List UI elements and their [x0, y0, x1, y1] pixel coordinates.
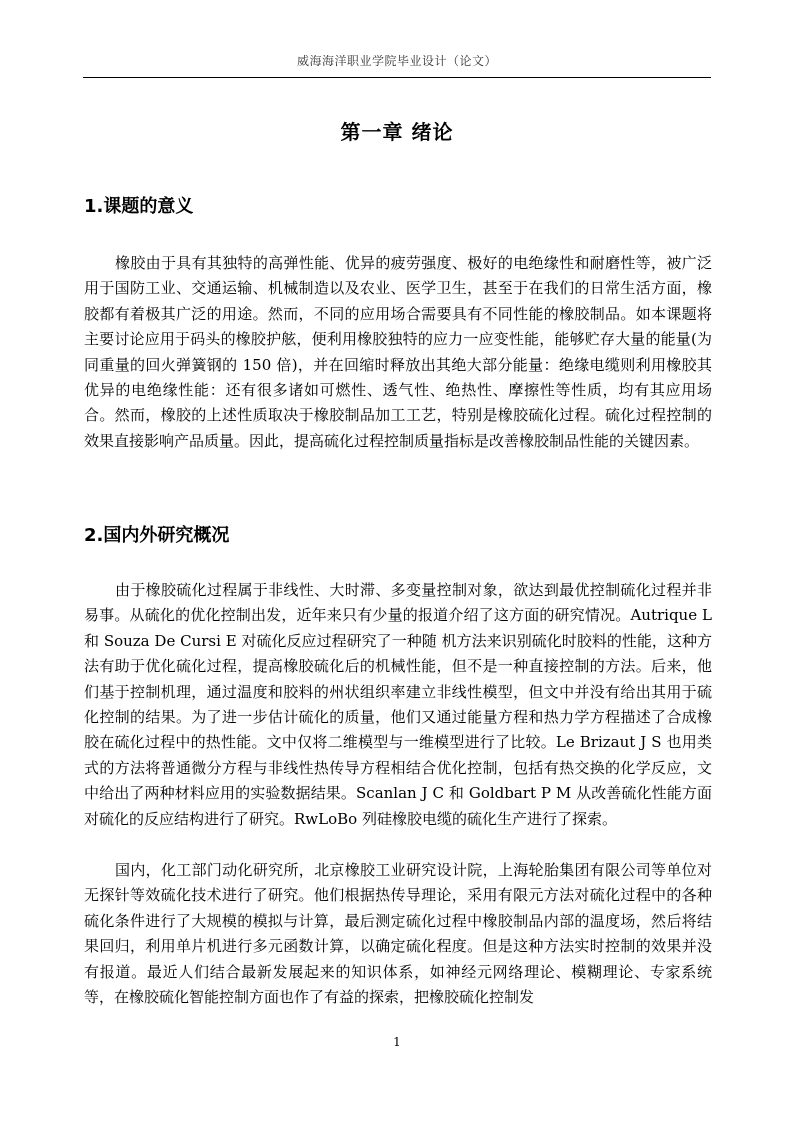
- paragraph-domestic-research: 国内，化工部门动化研究所，北京橡胶工业研究设计院，上海轮胎集团有限公司等单位对无探针等效硫化技术进行了研究。他们根据热传导理论，采用有限元方法对硫化过程中的各种硫化条件进行了大规模的模拟与计算，最后测定硫化过程中橡胶制品内部的温度场，然后将结果回归，利用单片机进行多元函数计算，以确定硫化程度。但是这种方法实时控制的效果并没有报道。最近人们结合最新发展起来的知识体系，如神经元网络理论、模糊理论、专家系统等，在橡胶硫化智能控制方面也作了有益的探索，把橡胶硫化控制发: [84, 861, 712, 1007]
- chapter-title: 第一章 绪论: [340, 120, 454, 144]
- header-divider: [83, 77, 711, 78]
- paragraph-significance: 橡胶由于具有其独特的高弹性能、优异的疲劳强度、极好的电绝缘性和耐磨性等，被广泛用于国防工业、交通运输、机械制造以及农业、医学卫生，甚至于在我们的日常生活方面，橡胶都有着极其广泛的用途。然而，不同的应用场合需要具有不同性能的橡胶制品。如本课题将主要讨论应用于码头的橡胶护舷，便利用橡胶独特的应力一应变性能，能够贮存大量的能量(为同重量的回火弹簧钢的 150 倍)，并在回缩时释放出其绝大部分能量：绝缘电缆则利用橡胶其优异的电绝缘性能：还有很多诸如可燃性、透气性、绝热性、摩擦性等性质，均有其应用场合。然而，橡胶的上述性质取决于橡胶制品加工工艺，特别是橡胶硫化过程。硫化过程控制的效果直接影响产品质量。因此，提高硫化过程控制质量指标是改善橡胶制品性能的关键因素。: [84, 254, 712, 450]
- paragraph-foreign-research: 由于橡胶硫化过程属于非线性、大时滞、多变量控制对象，欲达到最优控制硫化过程并非易事。从硫化的优化控制出发，近年来只有少量的报道介绍了这方面的研究情况。Autrique L 和 Souza De Cursi E 对硫化反应过程研究了一种随 机方法来识别硫化时胶料的性能，这种方法有助于优化硫化过程，提高橡胶硫化后的机械性能，但不是一种直接控制的方法。后来，他们基于控制机理，通过温度和胶料的州状组织率建立非线性模型，但文中并没有给出其用于硫化控制的结果。为了进一步估计硫化的质量，他们又通过能量方程和热力学方程描述了合成橡胶在硫化过程中的热性能。文中仅将二维模型与一维模型进行了比较。Le Brizaut J S 也用类式的方法将普通微分方程与非线性热传导方程相结合优化控制，包括有热交换的化学反应，文中给出了两种材料应用的实验数据结果。Scanlan J C 和 Goldbart P M 从改善硫化性能方面对硫化的反应结构进行了研究。RwLoBo 列硅橡胶电缆的硫化生产进行了探索。: [84, 581, 712, 828]
- section-heading-significance: 1.课题的意义: [84, 196, 194, 217]
- page-number: 1: [393, 1035, 401, 1049]
- page-header: 威海海洋职业学院毕业设计（论文）: [296, 54, 497, 68]
- section-heading-research-overview: 2.国内外研究概况: [84, 525, 230, 546]
